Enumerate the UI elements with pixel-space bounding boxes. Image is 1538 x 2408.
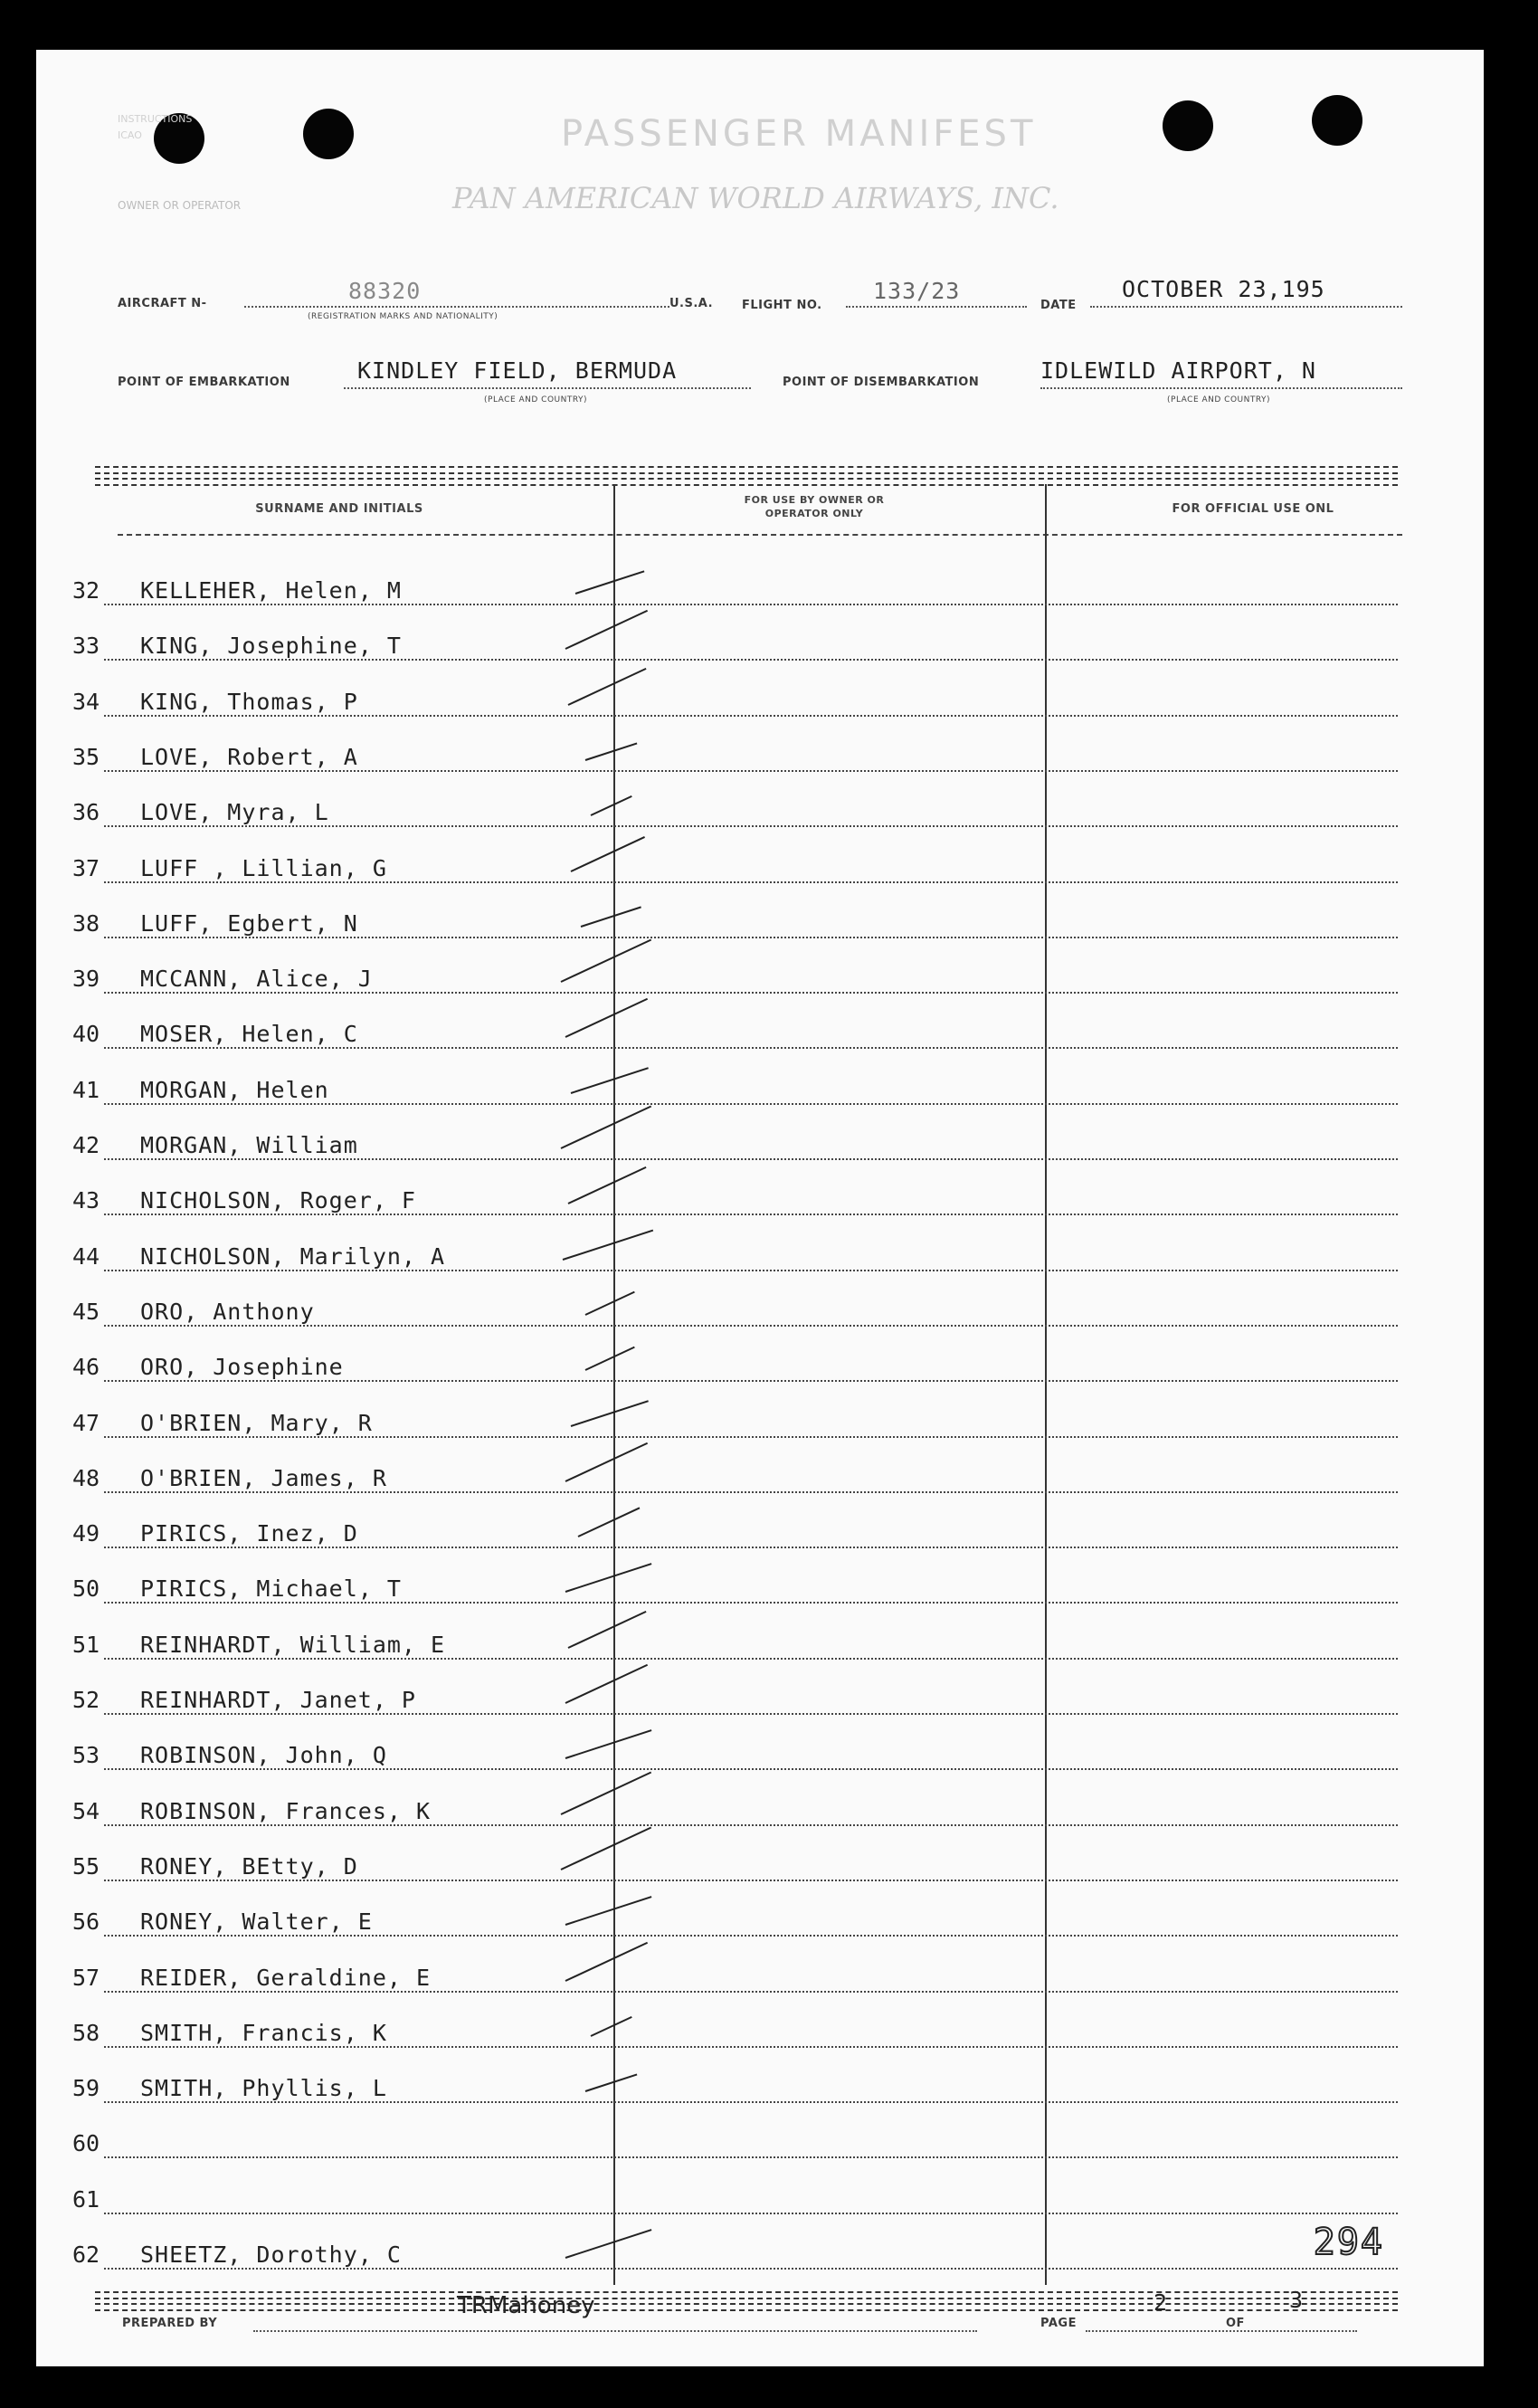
- header-double-rule: [95, 478, 1398, 486]
- table-row: [36, 1886, 1484, 1940]
- row-rule: [104, 1935, 1398, 1937]
- passenger-name: SMITH, Phyllis, L: [140, 2075, 387, 2102]
- row-number: 42: [72, 1132, 100, 1158]
- row-number: 57: [72, 1964, 100, 1991]
- table-row: [36, 610, 1484, 664]
- check-mark: [590, 795, 631, 816]
- disembark-label: POINT OF DISEMBARKATION: [783, 376, 980, 389]
- passenger-name: O'BRIEN, Mary, R: [140, 1409, 373, 1436]
- flight-value: 133/23: [873, 278, 961, 304]
- row-number: 48: [72, 1464, 100, 1491]
- check-mark: [565, 1664, 648, 1704]
- row-number: 45: [72, 1298, 100, 1325]
- row-number: 39: [72, 966, 100, 993]
- table-row: [36, 2052, 1484, 2107]
- passenger-name: KING, Thomas, P: [140, 688, 358, 715]
- aircraft-label: AIRCRAFT N-: [118, 297, 207, 310]
- row-rule: [104, 1713, 1398, 1715]
- of-label: OF: [1226, 2317, 1245, 2330]
- flight-label: FLIGHT NO.: [742, 299, 822, 312]
- page-value: 2: [1154, 2289, 1169, 2316]
- col-head-owner: FOR USE BY OWNER OR OPERATOR ONLY: [744, 494, 885, 519]
- table-row: [36, 2164, 1484, 2218]
- row-number: 47: [72, 1409, 100, 1436]
- header-double-rule: [95, 466, 1398, 474]
- aircraft-underline: [244, 306, 669, 308]
- check-mark: [575, 570, 645, 595]
- row-number: 41: [72, 1076, 100, 1103]
- check-mark: [567, 1166, 646, 1204]
- usa-label: U.S.A.: [669, 297, 714, 310]
- passenger-name: O'BRIEN, James, R: [140, 1464, 387, 1491]
- disembark-underline: [1040, 387, 1402, 389]
- row-rule: [104, 937, 1398, 938]
- row-number: 50: [72, 1575, 100, 1603]
- row-rule: [104, 1103, 1398, 1105]
- row-rule: [104, 2101, 1398, 2103]
- check-mark: [560, 1826, 651, 1870]
- table-row: [36, 888, 1484, 942]
- check-mark: [570, 1067, 648, 1094]
- passenger-name: MCCANN, Alice, J: [140, 966, 373, 993]
- row-number: 53: [72, 1742, 100, 1769]
- page-label: PAGE: [1040, 2317, 1077, 2330]
- table-row: [36, 1054, 1484, 1109]
- row-number: 37: [72, 854, 100, 881]
- check-mark: [560, 1771, 651, 1814]
- passenger-name: ROBINSON, John, Q: [140, 1742, 387, 1769]
- faded-icao: ICAO: [118, 129, 142, 141]
- check-mark: [577, 1507, 640, 1537]
- row-number: 49: [72, 1520, 100, 1547]
- check-mark: [590, 2016, 631, 2037]
- of-value: 3: [1289, 2287, 1305, 2313]
- row-number: 32: [72, 577, 100, 604]
- embark-underline: [344, 387, 751, 389]
- row-rule: [104, 659, 1398, 661]
- table-row: [36, 943, 1484, 997]
- table-row: [36, 1387, 1484, 1442]
- row-number: 54: [72, 1797, 100, 1824]
- prepared-underline: [253, 2330, 977, 2332]
- passenger-name: PIRICS, Inez, D: [140, 1520, 358, 1547]
- row-rule: [104, 2268, 1398, 2270]
- col-head-underline: [118, 534, 1402, 536]
- table-row: [36, 833, 1484, 887]
- row-number: 51: [72, 1631, 100, 1658]
- row-rule: [104, 2156, 1398, 2158]
- passenger-name: LOVE, Myra, L: [140, 799, 329, 826]
- row-rule: [104, 1602, 1398, 1604]
- passenger-name: NICHOLSON, Roger, F: [140, 1187, 416, 1214]
- row-number: 55: [72, 1852, 100, 1880]
- check-mark: [565, 2229, 652, 2259]
- row-rule: [104, 1880, 1398, 1881]
- table-row: [36, 1221, 1484, 1275]
- table-row: [36, 1498, 1484, 1552]
- passenger-name: KING, Josephine, T: [140, 633, 402, 660]
- disembark-value: IDLEWILD AIRPORT, N: [1040, 357, 1316, 384]
- row-rule: [104, 604, 1398, 605]
- row-number: 36: [72, 799, 100, 826]
- manifest-page: [36, 50, 1484, 2366]
- embark-label: POINT OF EMBARKATION: [118, 376, 290, 389]
- passenger-name: LUFF, Egbert, N: [140, 909, 358, 937]
- date-label: DATE: [1040, 299, 1077, 312]
- owner-label: OWNER OR OPERATOR: [118, 199, 242, 212]
- row-rule: [104, 1214, 1398, 1215]
- row-rule: [104, 2213, 1398, 2214]
- col-head-name: SURNAME AND INITIALS: [255, 502, 423, 516]
- row-rule: [104, 825, 1398, 827]
- passenger-name: MORGAN, Helen: [140, 1076, 329, 1103]
- check-mark: [585, 742, 638, 760]
- table-row: [36, 1831, 1484, 1885]
- row-rule: [104, 1658, 1398, 1660]
- row-number: 52: [72, 1687, 100, 1713]
- place-note-2: (PLACE AND COUNTRY): [1167, 395, 1271, 405]
- date-value: OCTOBER 23,195: [1122, 276, 1325, 302]
- check-mark: [565, 1896, 652, 1926]
- row-rule: [104, 992, 1398, 994]
- row-number: 38: [72, 909, 100, 937]
- punch-hole: [1312, 95, 1362, 146]
- passenger-name: MOSER, Helen, C: [140, 1021, 358, 1048]
- row-rule: [104, 1158, 1398, 1160]
- table-row: [36, 1997, 1484, 2051]
- faded-title: PASSENGER MANIFEST: [561, 113, 1037, 155]
- punch-hole: [303, 109, 354, 159]
- footer-double-rule: [95, 2291, 1398, 2299]
- row-rule: [104, 2046, 1398, 2048]
- row-number: 35: [72, 743, 100, 770]
- table-row: [36, 1276, 1484, 1330]
- row-number: 56: [72, 1908, 100, 1936]
- passenger-name: ORO, Anthony: [140, 1298, 315, 1325]
- row-rule: [104, 1436, 1398, 1438]
- passenger-name: LUFF , Lillian, G: [140, 854, 387, 881]
- passenger-name: REINHARDT, Janet, P: [140, 1687, 416, 1713]
- row-number: 43: [72, 1187, 100, 1214]
- row-number: 46: [72, 1354, 100, 1381]
- row-rule: [104, 1824, 1398, 1826]
- table-row: [36, 555, 1484, 609]
- row-number: 59: [72, 2075, 100, 2102]
- check-mark: [560, 939, 651, 983]
- row-number: 60: [72, 2130, 100, 2157]
- embark-value: KINDLEY FIELD, BERMUDA: [357, 357, 678, 384]
- prepared-signature: TRMahoney: [457, 2292, 595, 2319]
- row-number: 58: [72, 2019, 100, 2046]
- table-row: [36, 1442, 1484, 1497]
- col-head-official: FOR OFFICIAL USE ONL: [1172, 502, 1334, 516]
- date-underline: [1090, 306, 1402, 308]
- passenger-name: KELLEHER, Helen, M: [140, 577, 402, 604]
- row-number: 34: [72, 688, 100, 715]
- footer-double-rule: [95, 2303, 1398, 2311]
- faded-instructions: INSTRUCTIONS: [118, 113, 193, 125]
- check-mark: [567, 668, 646, 706]
- check-mark: [565, 1442, 648, 1482]
- aircraft-value: 88320: [348, 278, 422, 304]
- passenger-name: NICHOLSON, Marilyn, A: [140, 1242, 446, 1270]
- check-mark: [560, 1106, 651, 1149]
- check-mark: [565, 1729, 652, 1759]
- row-rule: [104, 1047, 1398, 1049]
- table-row: [36, 998, 1484, 1052]
- owner-value: PAN AMERICAN WORLD AIRWAYS, INC.: [452, 181, 1059, 215]
- punch-hole: [1163, 100, 1213, 151]
- check-mark: [567, 1611, 646, 1649]
- passenger-total: 294: [1313, 2222, 1384, 2263]
- passenger-name: RONEY, BEtty, D: [140, 1852, 358, 1880]
- passenger-name: SMITH, Francis, K: [140, 2019, 387, 2046]
- row-number: 33: [72, 633, 100, 660]
- row-rule: [104, 1380, 1398, 1382]
- table-row: [36, 2219, 1484, 2273]
- passenger-name: MORGAN, William: [140, 1132, 358, 1158]
- table-row: [36, 721, 1484, 776]
- row-number: 40: [72, 1021, 100, 1048]
- table-row: [36, 1553, 1484, 1607]
- check-mark: [565, 1941, 648, 1981]
- table-row: [36, 1942, 1484, 1996]
- row-rule: [104, 1768, 1398, 1770]
- table-row: [36, 1109, 1484, 1164]
- check-mark: [585, 1291, 635, 1316]
- row-rule: [104, 1270, 1398, 1271]
- row-rule: [104, 1547, 1398, 1548]
- row-rule: [104, 1325, 1398, 1327]
- table-row: [36, 1719, 1484, 1774]
- place-note-1: (PLACE AND COUNTRY): [484, 395, 588, 405]
- table-row: [36, 666, 1484, 720]
- table-row: [36, 1165, 1484, 1219]
- table-row: [36, 1664, 1484, 1718]
- row-rule: [104, 770, 1398, 772]
- passenger-name: REIDER, Geraldine, E: [140, 1964, 432, 1991]
- check-mark: [580, 906, 641, 928]
- flight-underline: [846, 306, 1027, 308]
- passenger-name: RONEY, Walter, E: [140, 1908, 373, 1936]
- check-mark: [565, 610, 648, 650]
- table-row: [36, 1609, 1484, 1663]
- table-row: [36, 1775, 1484, 1830]
- check-mark: [563, 1229, 653, 1260]
- page-underline: [1086, 2330, 1357, 2332]
- row-rule: [104, 1491, 1398, 1493]
- passenger-name: PIRICS, Michael, T: [140, 1575, 402, 1603]
- check-mark: [585, 1347, 635, 1371]
- row-number: 62: [72, 2241, 100, 2268]
- prepared-label: PREPARED BY: [122, 2317, 218, 2330]
- passenger-name: REINHARDT, William, E: [140, 1631, 446, 1658]
- passenger-name: SHEETZ, Dorothy, C: [140, 2241, 402, 2268]
- row-rule: [104, 1991, 1398, 1993]
- check-mark: [585, 2074, 638, 2092]
- row-number: 44: [72, 1242, 100, 1270]
- row-rule: [104, 881, 1398, 883]
- check-mark: [565, 1564, 652, 1594]
- passenger-name: ROBINSON, Frances, K: [140, 1797, 432, 1824]
- table-row: [36, 776, 1484, 831]
- table-row: [36, 2108, 1484, 2162]
- row-number: 61: [72, 2185, 100, 2213]
- registration-note: (REGISTRATION MARKS AND NATIONALITY): [308, 312, 498, 321]
- check-mark: [570, 836, 644, 872]
- row-rule: [104, 715, 1398, 717]
- passenger-name: ORO, Josephine: [140, 1354, 344, 1381]
- passenger-name: LOVE, Robert, A: [140, 743, 358, 770]
- check-mark: [570, 1400, 648, 1427]
- table-row: [36, 1331, 1484, 1385]
- check-mark: [565, 998, 648, 1038]
